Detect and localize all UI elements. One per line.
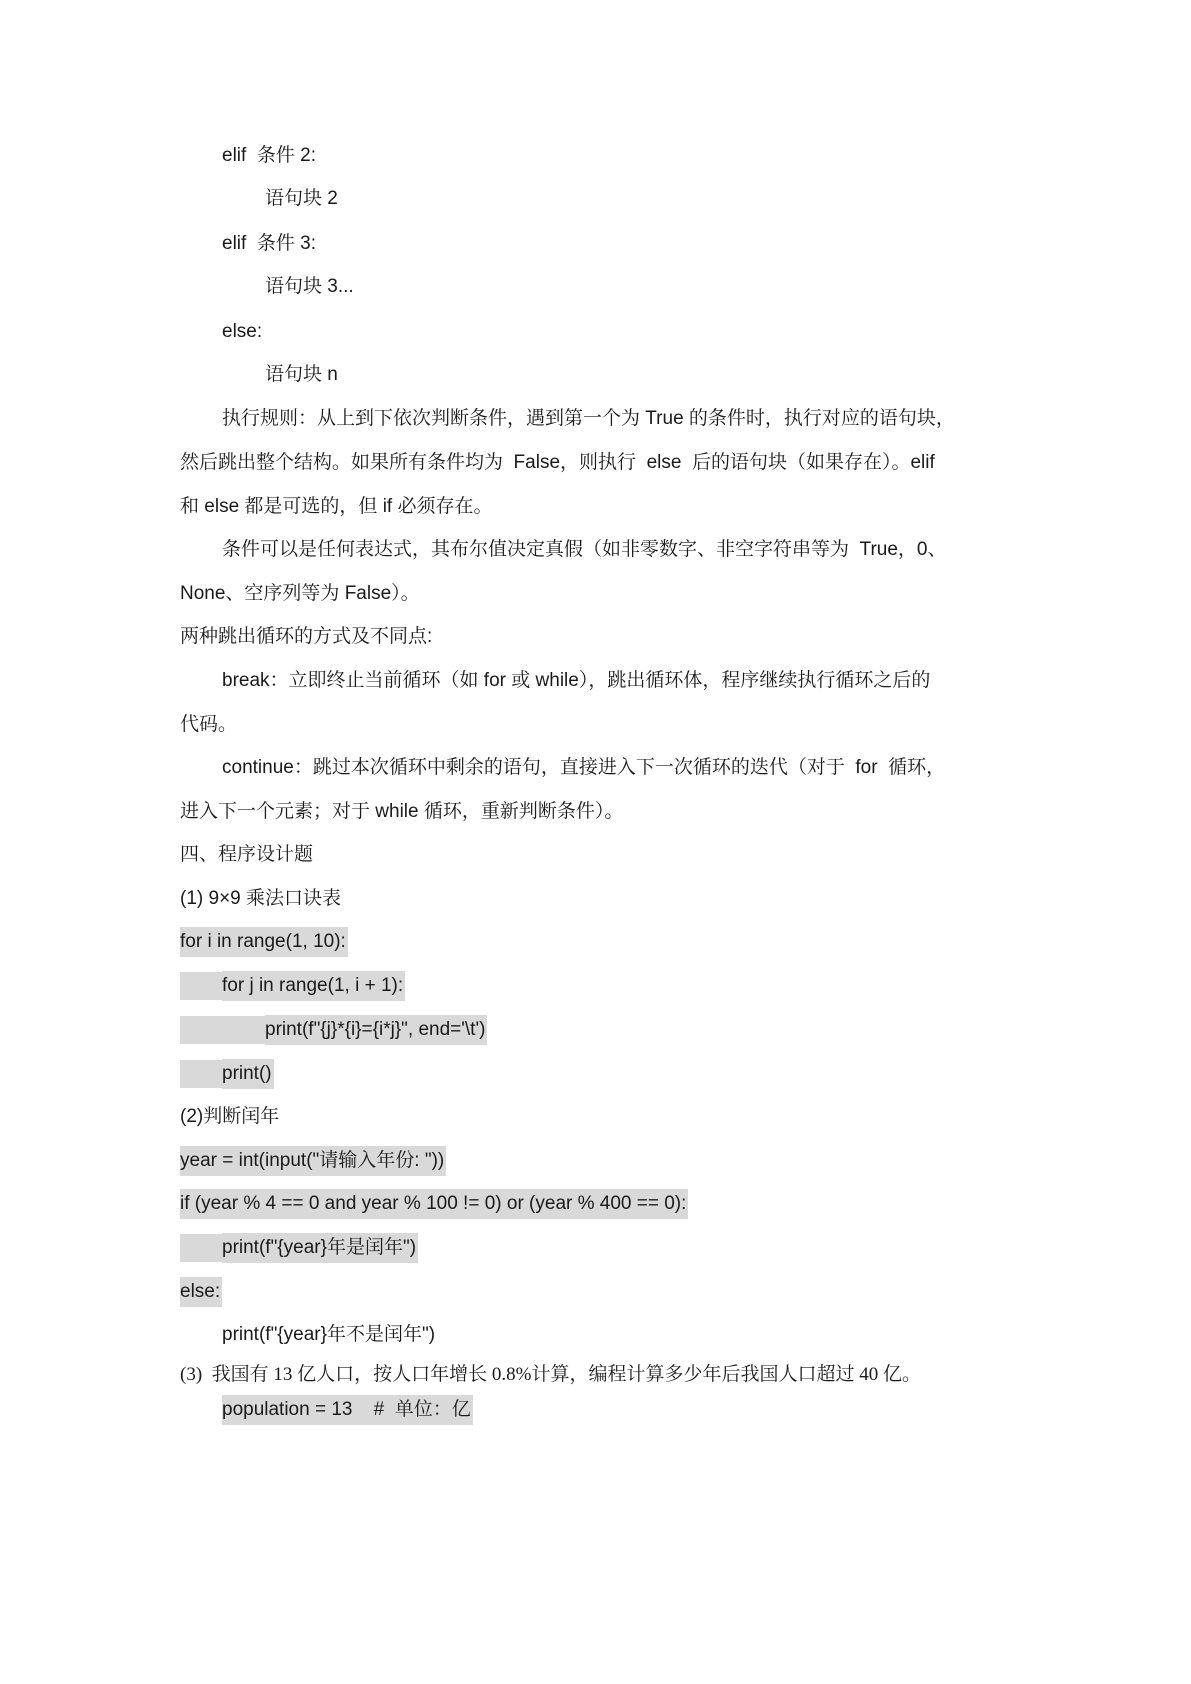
rule-line-3: 和 else 都是可选的，但 if 必须存在。 <box>180 496 493 517</box>
q3-code-line-1: population = 13 # 单位：亿 <box>222 1395 473 1425</box>
exit-heading: 两种跳出循环的方式及不同点: <box>180 626 433 647</box>
q2-code-indent-bg <box>180 1234 222 1262</box>
q1-code-line-2: for j in range(1, i + 1): <box>222 971 405 1001</box>
syntax-elif3: elif 条件 3: <box>222 233 316 254</box>
syntax-elif2: elif 条件 2: <box>222 145 316 166</box>
q1-code-line-1: for i in range(1, 10): <box>180 927 348 957</box>
continue-line-1: continue：跳过本次循环中剩余的语句，直接进入下一次循环的迭代（对于 for 循环， <box>222 757 946 778</box>
q2-code-line-1: year = int(input("请输入年份: ")) <box>180 1146 446 1176</box>
syntax-block3: 语句块 3... <box>265 276 354 297</box>
q1-code-indent-bg <box>180 1060 222 1088</box>
q1-code-indent-bg <box>180 972 222 1000</box>
break-line-2: 代码。 <box>180 714 238 735</box>
q1-title: (1) 9×9 乘法口诀表 <box>180 888 342 909</box>
section4-heading: 四、程序设计题 <box>180 844 314 865</box>
rule-line-2: 然后跳出整个结构。如果所有条件均为 False，则执行 else 后的语句块（如果存在）。elif <box>180 452 935 473</box>
rule-line-1: 执行规则：从上到下依次判断条件，遇到第一个为 True 的条件时，执行对应的语句块， <box>222 408 955 429</box>
q1-code-line-3: print(f"{j}*{i}={i*j}", end='\t') <box>265 1015 487 1045</box>
q1-code-indent-bg <box>180 1016 265 1044</box>
q2-code-line-4: else: <box>180 1277 222 1307</box>
break-line-1: break：立即终止当前循环（如 for 或 while），跳出循环体，程序继续执行循环之后的 <box>222 670 931 691</box>
q1-code-line-4: print() <box>222 1059 274 1089</box>
q2-code-line-2: if (year % 4 == 0 and year % 100 != 0) or (year % 400 == 0): <box>180 1189 688 1219</box>
q2-code-line-5: print(f"{year}年不是闰年") <box>222 1324 436 1345</box>
q3-title: (3) 我国有 13 亿人口，按人口年增长 0.8%计算，编程计算多少年后我国人口超过 40 亿。 <box>180 1364 921 1385</box>
q2-title: (2)判断闰年 <box>180 1106 280 1127</box>
syntax-blockn: 语句块 n <box>265 364 338 385</box>
q2-code-line-3: print(f"{year}年是闰年") <box>222 1233 418 1263</box>
syntax-else: else: <box>222 321 263 342</box>
cond-line-2: None、空序列等为 False）。 <box>180 583 420 604</box>
continue-line-2: 进入下一个元素；对于 while 循环，重新判断条件）。 <box>180 801 624 822</box>
syntax-block2: 语句块 2 <box>265 188 338 209</box>
cond-line-1: 条件可以是任何表达式，其布尔值决定真假（如非零数字、非空字符串等为 True，0、 <box>222 539 947 560</box>
